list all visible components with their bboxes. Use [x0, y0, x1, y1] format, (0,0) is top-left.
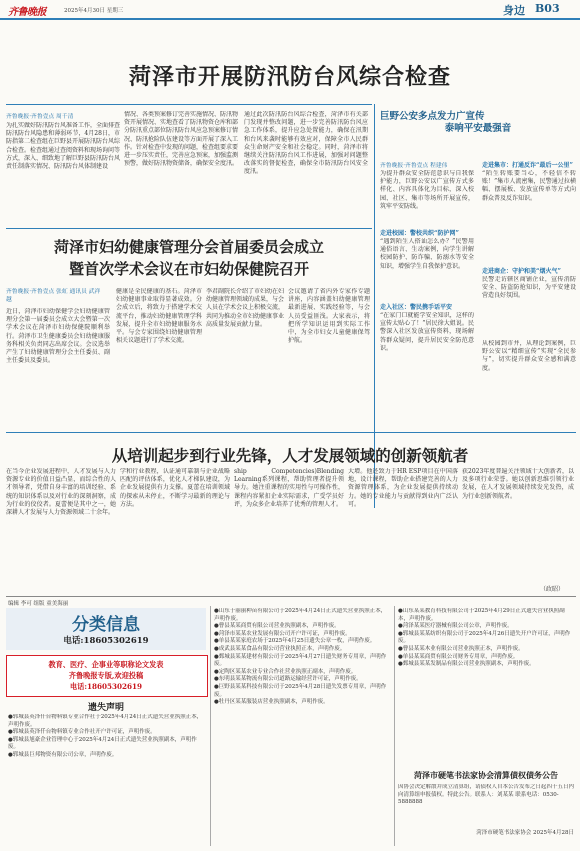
article2-title-line1: 巨野公安多点发力广宣传 — [380, 111, 485, 122]
lost-notice-item: ●牡丹区某某服装店营业执照副本，声明作废。 — [214, 699, 329, 706]
lost-notice-item: ●成武县某某食品有限公司营业执照正本，声明作废。 — [214, 645, 346, 652]
lost-notice-item: ●郓城县某某纺织有限公司于2025年4月26日遗失开户许可证，声明作废。 — [398, 630, 571, 645]
article1-top-rule — [6, 104, 372, 105]
article4-source: （政昭） — [540, 586, 565, 593]
lost-notice-item: ●郓城县旭豪企业管理中心于2025年4月24日正式遗失营业执照副本，声明作废。 — [8, 736, 197, 751]
article3-column-2: 健康是全民健康的基石。菏泽市妇幼健康事业取得显著成效。分会成立后，将致力于搭建学术交流平台，推动妇幼健康管理学科发展，提升全市妇幼健康服务水平。与会专家围绕妇幼健康管理相关议题进行了学术交流。 — [116, 288, 202, 345]
lost-notice-item: ●曹县某某木业有限公司营业执照正本，声明作废。 — [398, 645, 524, 652]
article4-column-5: 获2023年度普遍关注领域十大创新者，以及多项行业荣誉。她以创新思维引领行业发展，在人才发展领域持续发光发热，成为行业创新领航者。 — [462, 468, 574, 500]
lost-notice-item: ●郓城县巨邦物资有限公司公章，声明作废。 — [8, 751, 118, 758]
article4-column-1: 在当今企业发展进程中，人才发展与人力资源专业的价值日益凸显，而综合性的人才领导者，凭借自身丰富的培训经验、系统的知识体系以及对行业的深刻洞察，成为行业的佼佼者。夏蕾便是其中之一，她深耕人才发展与人力资源领域二十余年。 — [6, 468, 116, 517]
lost-notice-title: 遗失声明 — [87, 703, 124, 713]
article3-column-1: 近日，菏泽市妇幼保健学会妇幼健康管理分会第一届委员会成立大会暨第一次学术会议在菏泽市妇幼保健院顺利举行。菏泽市卫生健康委员会妇幼健康服务科相关负责同志出席会议。会议选举产生了妇幼健康管理分会主任委员、副主任委员及委员。 — [6, 308, 110, 365]
featured-ad-line1: 教育、医疗、企事业等职称论文发表 — [48, 660, 164, 669]
article4-title: 从培训起步到行业先锋，人才发展领域的创新领航者 — [111, 446, 469, 465]
editor-rule — [6, 596, 576, 597]
article2-heading-3: 走进集市：打通反诈“最后一公里” — [482, 162, 573, 169]
article2-title-line2: 泰响平安最强音 — [444, 123, 512, 134]
liquidation-notice-title: 菏泽市硬笔书法家协会清算债权债务公告 — [414, 770, 558, 780]
lost-notice-item: ●单县某某商贸有限公司财务专用章，声明作废。 — [398, 653, 519, 660]
classifieds-divider-1 — [210, 606, 211, 846]
article3-column-4: 会议邀请了省内外专家作专题讲座，内容涵盖妇幼健康管理最新进展、实践经验等，与会人员受益匪浅。大家表示，将把所学知识运用到实际工作中，为全市妇女儿童健康保驾护航。 — [288, 288, 370, 345]
lost-notice-item: ●菏泽市某某农业发展有限公司开户许可证，声明作废。 — [214, 630, 351, 637]
article1-column-3: 通过此次防汛防台风综合检查，菏泽市有关部门发现并整改问题，进一步完善防汛防台风应急工作体系，提升应急处置能力，确保在汛期和台风来袭时能够有效应对，保障全市人民群众生命财产安全和社会稳定。同时，菏泽市将继续关注防汛防台风工作进展，加强对问题整改落实的督促检查，确保全市防汛防台风安全度汛。 — [244, 111, 368, 176]
newspaper-logo: 齐鲁晚报 — [8, 7, 46, 18]
article2-para-2: “在家门口就能学安全知识，这样的宣传太贴心了！”居民徐大姐说。民警深入社区发放宣传资料，现场解答群众疑问，提升居民安全防范意识。 — [380, 312, 474, 352]
article4-column-4: 大增。他还致力于HR ESP项目在中国落地，设计课程，帮助企业搭建完善的人力资源管理体系，为企业发展提供持续动力。她的专业能力与贡献得到业内广泛认可。 — [348, 468, 458, 508]
article2-heading-2: 走入社区：警民携手话平安 — [380, 304, 453, 311]
lost-notice-item: ●郓城县英泽仟台物料镇专业合作社开户许可证，声明作废。 — [8, 729, 156, 736]
lost-notice-item: ●郓城县英泽仟台物料镇专业合作社于2025年4月24日正式遗失营业执照正本，声明作废。 — [8, 714, 203, 728]
liquidation-notice-body: 因协会决定解散并成立清算组，请债权人自本公告发布之日起四十五日内向清算组申报债权。特此公告。联系人：刘某某 联系电话：0530-5888888 — [398, 784, 574, 806]
article2-para-3: “陌生转账要当心，不轻信不转账！”集市人流密集，民警通过拉横幅、摆展板、发放宣传单等方式向群众普及反诈知识。 — [482, 170, 576, 202]
classifieds-divider-2 — [394, 606, 395, 846]
article3-title-line2: 暨首次学术会议在市妇幼保健院召开 — [68, 260, 309, 278]
article1-title: 菏泽市开展防汛防台风综合检查 — [128, 64, 451, 90]
lost-notice-item: ●菏泽某某医疗器械有限公司公章，声明作废。 — [398, 623, 513, 630]
classifieds-phone: 电话:18605302619 — [63, 636, 149, 646]
lost-notice-item: ●定陶区某某农业专业合作社营业执照正副本，声明作废。 — [214, 668, 357, 675]
section-name: 身边 — [503, 4, 525, 17]
lost-notice-list-middle — [214, 608, 390, 846]
article2-intro: 为提升群众安全防范意识与自我保护能力，巨野公安以广宣传方式多样化、内容具体化为目标，深入校园、社区、集市等场所开展宣传，筑牢平安防线。 — [380, 170, 474, 210]
lost-notice-item: ●鄄城县某某建材有限公司于2025年4月27日遗失财务专用章，声明作废。 — [214, 653, 387, 668]
issue-date: 2025年4月30日 星期三 — [64, 8, 124, 14]
article1-byline: 齐鲁晚报·齐鲁壹点 周千清 — [6, 114, 74, 120]
editor-credits: 编辑 李可 组版 童美海丽 — [8, 601, 69, 607]
article2-para-4: 民警走访辖区商铺企业，宣传消防安全、防盗防抢知识，为平安建设营造良好氛围。 — [482, 276, 576, 300]
article2-para-5: 从校园到市井，从理论到案例，巨野公安以“精细宣传”实现“全民参与”，切实提升群众安全感和满意度。 — [482, 340, 576, 372]
article4-top-rule — [6, 432, 576, 433]
lost-notice-item: ●曹县某某商贸有限公司营业执照副本，声明作废。 — [214, 623, 340, 630]
article2-heading-1: 走进校园：警校共织“防护网” — [380, 230, 459, 237]
lost-notice-list-right — [398, 608, 574, 758]
article3-top-rule — [6, 228, 372, 229]
lost-notice-list-left — [8, 714, 204, 844]
liquidation-notice-signature: 菏泽市硬笔书法家协会 2025年4月28日 — [476, 830, 574, 836]
classifieds-title: 分类信息 — [72, 615, 140, 635]
article2-para-1: “遇到陌生人搭讪怎么办？”民警用通俗语言、生动案例，向学生讲解校园防护、防诈骗、防溺水等安全知识，增强学生自我保护意识。 — [380, 238, 474, 270]
featured-ad-phone: 电话:18605302619 — [69, 682, 143, 691]
article4-column-3: ship Competencies)Blending Learning系列课程，帮助管理者提升领导力。她注重课程的实用性与可操作性，课程内容紧扣企业实际需求，广受学员好评，为众多企业培养了优秀的管理人才。 — [234, 468, 344, 508]
article1-column-1: 为扎实做好防汛防台风准备工作，全面排查防汛防台风隐患和薄弱环节，4月28日，市防指第二检查组在巨野县开展防汛防台风综合检查。检查组通过查阅资料和现场询问等方式，深入、细致地了解巨野县防汛防台风责任制落实情况、防汛防台风体制建设 — [6, 122, 120, 171]
article1-column-2: 情况、各类预案修订完善实施情况、防汛物资开展情况、实地查看了防汛物资仓库和部分防汛重点部位防汛防台风应急预案修订情况、防汛抢险队伍建设等方面开展了深入工作。针对检查中发现的问题，检查组要求要进一步压实责任，完善应急预案，加强监测预警，做好防汛物资储备，确保安全度汛。 — [124, 111, 238, 168]
article2-byline: 齐鲁晚报·齐鲁壹点 程建伟 — [380, 163, 448, 169]
lost-notice-item: ●东明县某某物流有限公司道路运输经营许可证，声明作废。 — [214, 676, 362, 683]
article4-column-2: 学和行业教程，认证通可靠制与企业战略匹配的评估体系，优化人才梯队建设，为企业发展提供有力支撑。夏蕾在培训领域的探索从未停止，不断学习最新的理论与方法。 — [120, 468, 230, 508]
article3-title-line1: 菏泽市妇幼健康管理分会首届委员会成立 — [53, 238, 324, 256]
article3-byline: 齐鲁晚报·齐鲁壹点 张虹 通讯员 武祥越 — [6, 289, 101, 303]
lost-notice-item: ●鄄城县某某发制品有限公司营业执照副本，声明作废。 — [398, 661, 535, 668]
featured-ad-line2: 齐鲁晚报专版,欢迎投稿 — [68, 671, 144, 680]
article3-column-3: 李君副院长介绍了市妇幼在妇幼健康管理领域的成果，与会人员在学术会议上积极交流，共同为推动全市妇幼健康事业高质量发展贡献力量。 — [206, 288, 284, 328]
lost-notice-item: ●巨野县某某科技有限公司于2025年4月28日遗失发票专用章，声明作废。 — [214, 683, 387, 698]
lost-notice-item: ●山东某某教育科技有限公司于2025年4月29日正式遗失营业执照副本，声明作废。 — [398, 608, 565, 622]
lost-notice-item: ●单县某某家庭农场于2025年4月25日遗失公章一枚，声明作废。 — [214, 638, 376, 645]
article2-heading-4: 走进商企：守护和美“烟火气” — [482, 268, 561, 275]
lost-notice-item: ●山东于丽丽种苗有限公司于2025年4月24日正式遗失营业执照正本，声明作废。 — [214, 608, 387, 622]
page-number: B03 — [535, 2, 560, 15]
